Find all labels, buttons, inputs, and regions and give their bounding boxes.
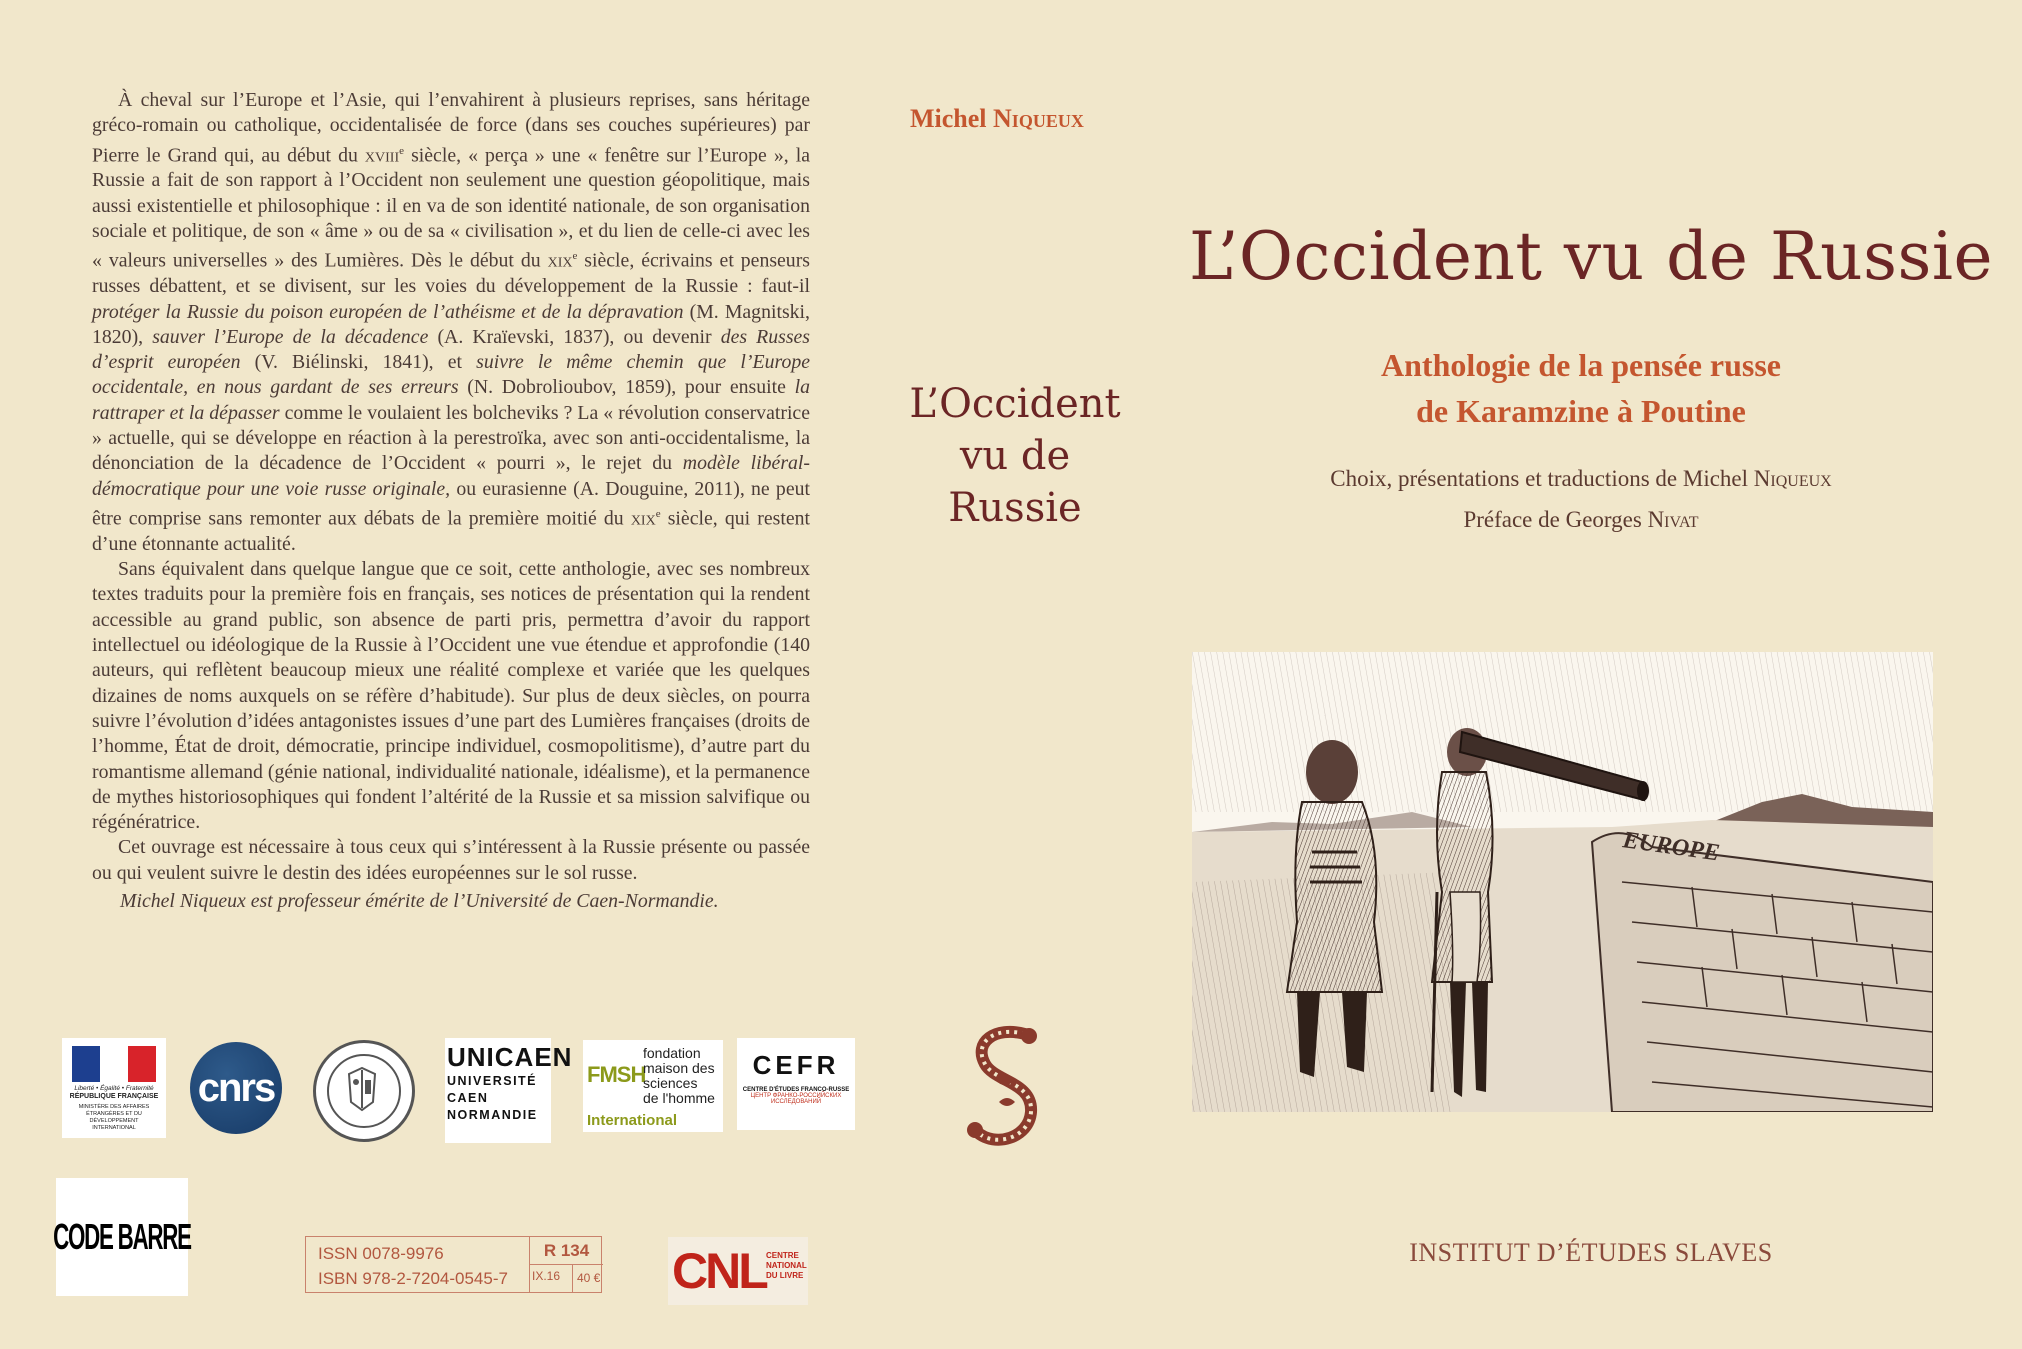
subtitle-line-1: Anthologie de la pensée russe [1381,347,1781,383]
unicaen-line-1: UNIVERSITÉ [447,1074,538,1088]
italic-quote: des Russes d’esprit européen [92,325,811,374]
cefr-subtitle: CENTRE D'ÉTUDES FRANCO-RUSSE [742,1087,850,1093]
text-run: ou eurasienne (A. Douguine, 2011), ne peut être comprise sans remonter aux débats de la première moitié du [92,477,810,530]
republique-francaise-logo [62,1038,166,1138]
unicaen-line-2: CAEN [447,1091,489,1105]
front-credits [1236,458,1926,540]
back-cover-text [92,88,810,886]
text-run: comme le voulaient les bolcheviks ? La « révolution conservatrice » actuelle, qui se développe en réaction à la perestroïka, avec son anti-occidentalisme, la dénonciation de la décadence de l’Occident « pourri », le rejet du [92,401,810,475]
credits-text: Choix, présentations et traductions de Michel [1330,466,1754,491]
barcode-label: CODE BARRE [53,1216,191,1257]
credits-line-1 [1236,458,1926,499]
back-paragraph-3: Cet ouvrage est nécessaire à tous ceux qui s’intéressent à la Russie présente ou passée ou qui veulent suivre le destin des idées européennes sur le sol russe. [92,836,810,884]
subtitle-line-2: de Karamzine à Poutine [1416,393,1746,429]
reference-number: R 134 [530,1237,603,1265]
geneva-seal-logo [313,1040,415,1142]
fmsh-line-4: de l'homme [643,1090,715,1106]
translator-name: Niqueux [1753,466,1832,491]
spine-author [910,104,1084,134]
unicaen-wordmark: UNICAEN [447,1042,573,1072]
rf-ministry: MINISTÈRE DES AFFAIRES ÉTRANGÈRES ET DU DÉVELOPPEMENT INTERNATIONAL [78,1104,150,1131]
fmsh-line-1: fondation [643,1045,701,1061]
back-paragraph-2: Sans équivalent dans quelque langue que ce soit, cette anthologie, avec ses nombreux textes traduits pour la première fois en français, ses notices de présentation qui la rendent accessible au grand public, son absence de parti pris, permettra d’avoir du rapport intellectuel ou idéologique de la Russie à l’Occident une vue étendue et approfondie (140 auteurs, qui reflètent beaucoup mieux une réalité complexe et variée que les quelques dizaines de noms auxquels on se réfère d’habitude). Sur plus de deux siècles, on pourra suivre l’évolution d’idées antagonistes issues d’une part des Lumières françaises (droits de l’homme, État de droit, démocratie, principe individuel, cosmopolitisme), d’autre part du romantisme allemand (génie national, individualité nationale, idéalisme), et la permanence de mythes historiosophiques qui fondent l’altérité de la Russie et sa mission salvifique ou régénératrice. [92,558,810,834]
front-title: L’Occident vu de Russie [1188,218,1994,295]
seal-inner-ring [327,1054,401,1128]
fmsh-line-2: maison des [643,1060,715,1076]
illustration-caption: EUROPE [1621,827,1722,867]
italic-quote: modèle libéral-démocratique pour une voie russe originale, [92,452,810,500]
italic-quote: la rattraper et la dépasser [92,376,810,424]
text-run: siècle, écrivains et penseurs russes débattent, et se divisent, sur les voies du développement de la Russie : faut-il [92,249,810,298]
text-run: (V. Biélinski, 1841), et [240,351,477,374]
unicaen-line-3: NORMANDIE [447,1108,538,1122]
cnl-text [766,1251,807,1281]
cnl-logo [668,1237,808,1305]
rf-motto: Liberté • Égalité • Fraternité [74,1085,154,1092]
text-run: siècle, « perça » une « fenêtre sur l’Europe », la Russie a fait de son rapport à l’Occident non seulement une question géopolitique, mais aussi existentielle et philosophique : il en va de son identité nationale, de son organisation sociale et politique, de son « âme » ou de sa « civilisation », et du lien de celle-ci avec les « valeurs universelles » des Lumières. Dès le début du [92,144,810,272]
publisher-name: INSTITUT D’ÉTUDES SLAVES [1409,1238,1773,1267]
cnl-line-3: DU LIVRE [766,1271,804,1280]
cefr-logo [737,1038,855,1130]
cnl-line-1: CENTRE [766,1251,799,1260]
text-run: siècle, qui restent d’une étonnante actualité. [92,507,810,555]
credits-line-2 [1236,499,1926,540]
back-paragraph-1 [92,88,810,557]
tricolor-flag-icon [72,1046,156,1082]
italic-quote: protéger la Russie du poison européen de l’athéisme et de la dépravation [92,300,684,323]
preface-author-name: Nivat [1647,507,1699,532]
isbn-box [305,1236,602,1293]
cnrs-logo: cnrs [190,1042,282,1134]
price: 40 € [572,1265,600,1292]
fmsh-text [643,1046,715,1106]
publisher-ornament-icon [955,1020,1055,1158]
spine-title-line-1: L’Occident [909,381,1121,427]
cefr-letters: CEFR [752,1050,840,1080]
spine-title [895,378,1135,534]
century-numeral: xix [630,507,656,530]
fmsh-logo [583,1040,723,1132]
superscript: e [572,250,578,263]
barcode-placeholder [53,1178,191,1296]
cnl-line-2: NATIONAL [766,1261,807,1270]
cover-illustration [1192,652,1933,1112]
italic-quote: suivre le même chemin que l’Europe occidentale, en nous gardant de ses erreurs [92,351,810,399]
century-numeral: xviii [364,144,400,167]
unicaen-logo [445,1038,573,1143]
author-first-name: Michel [910,104,987,133]
isbn: ISBN 978-2-7204-0545-7 [318,1269,508,1288]
superscript: e [655,507,661,520]
fmsh-international: International [587,1112,678,1129]
italic-quote: sauver l’Europe de la décadence [152,325,429,348]
isbn-box-right [529,1237,603,1292]
author-note: Michel Niqueux est professeur émérite de l’Université de Caen-Normandie. [120,890,719,912]
cnl-wordmark: CNL [672,1243,766,1299]
front-subtitle [1236,342,1926,434]
engraving-telescope-image [1192,652,1933,1112]
issn: ISSN 0078-9976 [318,1244,444,1263]
fmsh-mark: FMSH [587,1062,646,1087]
print-date: IX.16 [532,1269,561,1283]
superscript: e [399,144,405,157]
author-last-name: Niqueux [993,104,1084,133]
text-run: (M. Magnitski, 1820), [92,300,810,348]
key-eagle-icon [329,1056,395,1122]
spine-title-line-2: vu de Russie [948,433,1082,531]
text-run: (N. Dobrolioubov, 1859), pour ensuite [458,376,795,399]
rf-name: RÉPUBLIQUE FRANÇAISE [69,1093,159,1100]
cefr-subtitle-ru: ЦЕНТР ФРАНКО-РОССИЙСКИХ ИССЛЕДОВАНИЙ [750,1093,842,1105]
text-run: (A. Kraïevski, 1837), ou devenir [428,325,721,348]
preface-text: Préface de Georges [1463,507,1648,532]
fmsh-line-3: sciences [643,1075,698,1091]
text-run: À cheval sur l’Europe et l’Asie, qui l’envahirent à plusieurs reprises, sans héritage gréco-romain ou catholique, occidentalisée de force (dans ses couches supérieures) par Pierre le Grand qui, au début du [92,89,810,167]
century-numeral: xix [547,249,573,272]
